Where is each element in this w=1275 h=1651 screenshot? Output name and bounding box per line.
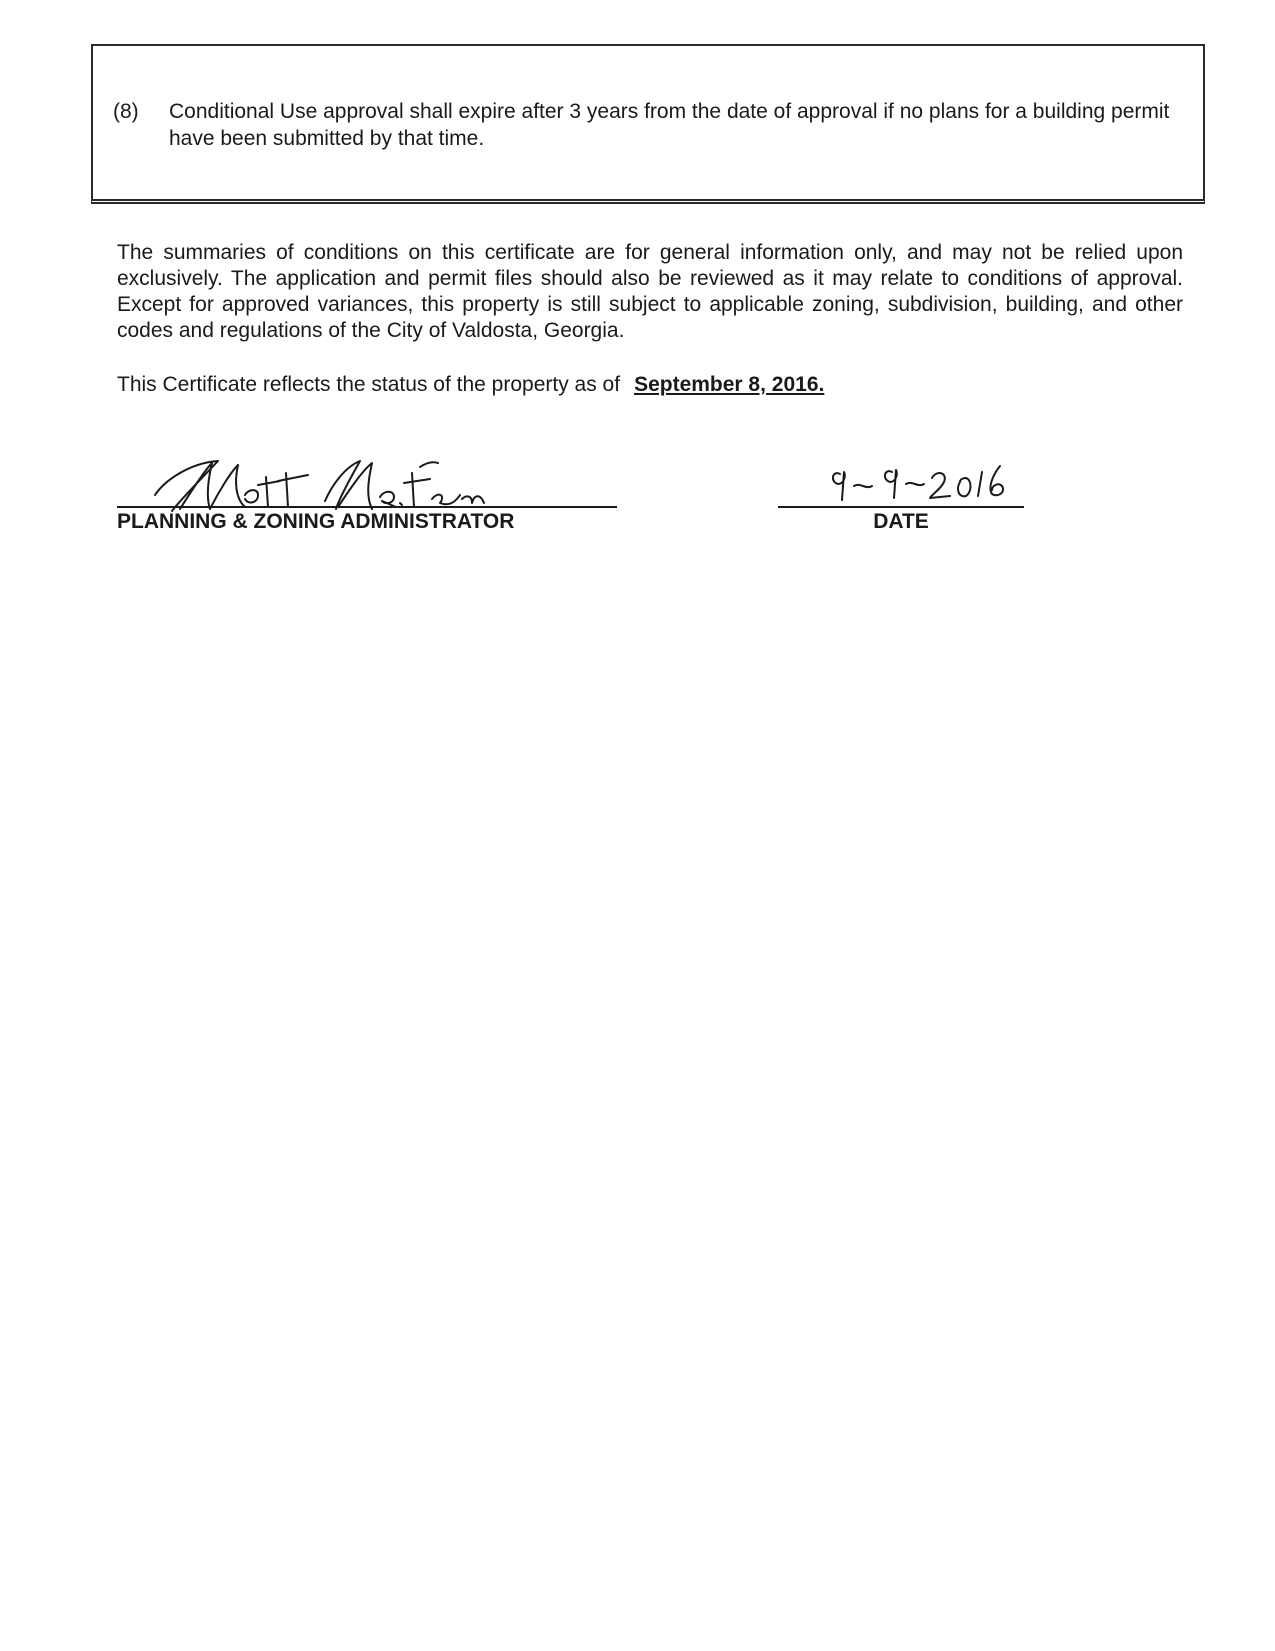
status-statement [117, 372, 824, 398]
date-label: DATE [873, 510, 929, 533]
condition-box [91, 44, 1205, 204]
signatory-title: PLANNING & ZONING ADMINISTRATOR [117, 510, 515, 533]
condition-item [113, 98, 1183, 152]
status-date: September 8, 2016. [634, 373, 825, 396]
signature-line [117, 506, 617, 508]
handwritten-date [826, 460, 1026, 508]
condition-number: (8) [113, 100, 139, 123]
condition-text: Conditional Use approval shall expire after 3 years from the date of approval if no plans for a building permit have been submitted by that time. [169, 100, 1170, 150]
status-prefix: This Certificate reflects the status of the property as of [117, 373, 621, 396]
disclaimer-paragraph: The summaries of conditions on this certificate are for general information only, and may not be relied upon exclusively. The application and permit files should also be reviewed as it may relate to conditions of approval. Except for approved variances, this property is still subject to applicable zoning, subdivision, building, and other codes and regulations of the City of Valdosta, Georgia. [117, 241, 1183, 342]
date-line [778, 506, 1024, 508]
